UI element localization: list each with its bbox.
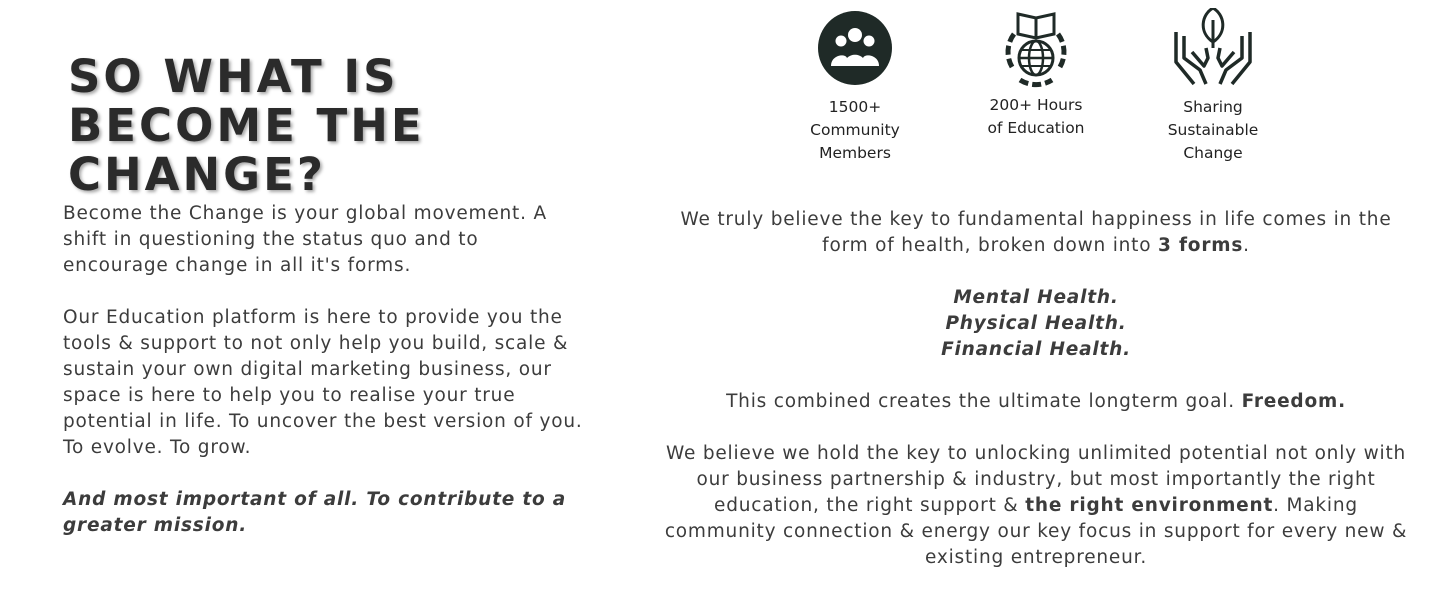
stat-line: Community	[810, 121, 900, 139]
stat-sustainable-label	[1143, 96, 1283, 165]
belief-text-end: . Making community connection & energy our key focus in support for every new & existing entrepreneur.	[664, 495, 1408, 568]
health-list	[660, 285, 1412, 363]
stat-line: 200+ Hours	[989, 96, 1083, 114]
health-forms-count: 3 forms	[1158, 235, 1244, 256]
page-title	[68, 50, 628, 202]
right-environment: the right environment	[1025, 495, 1274, 516]
mental-health: Mental Health.	[953, 287, 1119, 308]
stat-community-label	[785, 96, 925, 165]
education-globe-icon	[996, 8, 1076, 88]
freedom-statement	[660, 389, 1412, 415]
sustainable-hands-icon	[1170, 8, 1256, 88]
stat-line: 1500+	[828, 98, 882, 116]
mission-statement: And most important of all. To contribute to a greater mission.	[63, 489, 567, 536]
freedom-word: Freedom.	[1241, 391, 1346, 412]
title-line-1: SO WHAT IS	[68, 50, 399, 104]
stat-line: of Education	[987, 119, 1085, 137]
stat-line: Members	[819, 144, 891, 162]
health-intro-end: .	[1243, 235, 1250, 256]
stat-education	[966, 8, 1106, 140]
stat-line: Sustainable	[1167, 121, 1259, 139]
stat-education-label	[966, 94, 1106, 140]
intro-paragraph-1: Become the Change is your global movement. A shift in questioning the status quo and to encourage change in all it's forms.	[63, 203, 547, 276]
intro-text-column	[63, 201, 583, 565]
community-icon	[817, 8, 893, 88]
title-line-3: CHANGE?	[68, 148, 326, 202]
stat-community	[785, 8, 925, 165]
freedom-text: This combined creates the ultimate longterm goal.	[726, 391, 1242, 412]
physical-health: Physical Health.	[945, 313, 1127, 334]
title-line-2: BECOME THE	[68, 99, 425, 153]
belief-text: We believe we hold the key to unlocking unlimited potential not only with our business partnership & industry, but most importantly the right education, the right support &	[665, 443, 1407, 516]
financial-health: Financial Health.	[941, 339, 1131, 360]
belief-statement	[660, 441, 1412, 571]
health-text-column	[660, 207, 1412, 597]
stat-line: Sharing	[1183, 98, 1243, 116]
stats-row	[790, 8, 1290, 178]
stat-sustainable	[1143, 8, 1283, 165]
stat-line: Change	[1183, 144, 1243, 162]
intro-paragraph-2: Our Education platform is here to provide you the tools & support to not only help you build, scale & sustain your own digital marketing business, our space is here to help you to realise your true potential in life. To uncover the best version of you. To evolve. To grow.	[63, 307, 583, 458]
health-intro-text: We truly believe the key to fundamental happiness in life comes in the form of health, broken down into	[680, 209, 1392, 256]
health-intro	[660, 207, 1412, 259]
